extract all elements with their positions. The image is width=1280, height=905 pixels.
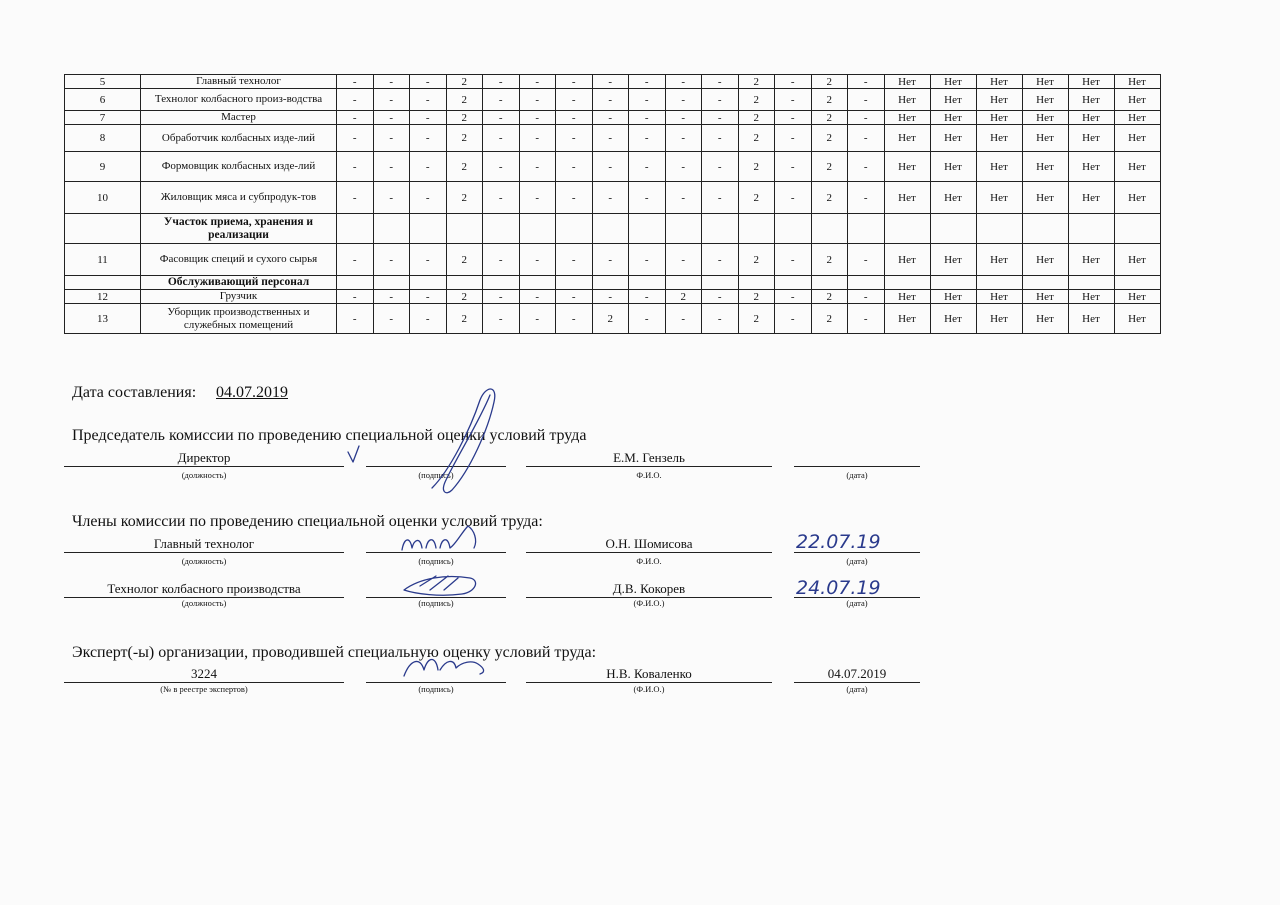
class-cell: -	[410, 290, 447, 304]
class-cell: -	[629, 290, 666, 304]
job-title: Обработчик колбасных изде-лий	[141, 125, 337, 152]
class-cell: -	[556, 89, 593, 111]
expert-name: Н.В. Коваленко	[606, 666, 692, 681]
expert-caption-registry: (№ в реестре экспертов)	[160, 684, 248, 694]
guarantee-cell: Нет	[1022, 89, 1068, 111]
class-cell: -	[556, 111, 593, 125]
class-cell: -	[556, 125, 593, 152]
class-cell: 2	[738, 111, 775, 125]
guarantee-cell: Нет	[1114, 290, 1160, 304]
guarantee-cell: Нет	[1068, 244, 1114, 276]
class-cell: -	[519, 111, 556, 125]
class-cell: 2	[738, 75, 775, 89]
class-cell: -	[373, 182, 410, 214]
guarantee-cell: Нет	[884, 182, 930, 214]
class-cell: 2	[738, 304, 775, 334]
member2-caption-name: (Ф.И.О.)	[633, 598, 665, 608]
class-cell: 2	[811, 290, 848, 304]
class-cell: 2	[446, 290, 483, 304]
job-title: Уборщик производственных и служебных помещений	[141, 304, 337, 334]
chairman-position: Директор	[177, 450, 231, 465]
guarantee-cell: Нет	[1068, 152, 1114, 182]
class-cell: 2	[665, 290, 702, 304]
row-number: 11	[65, 244, 141, 276]
row-number: 10	[65, 182, 141, 214]
guarantee-cell: Нет	[1114, 111, 1160, 125]
class-cell: -	[848, 125, 885, 152]
class-cell: 2	[446, 111, 483, 125]
class-cell: -	[373, 290, 410, 304]
guarantee-cell: Нет	[930, 182, 976, 214]
job-title: Главный технолог	[141, 75, 337, 89]
class-cell: -	[337, 152, 374, 182]
section-title: Обслуживающий персонал	[141, 276, 337, 290]
row-number: 13	[65, 304, 141, 334]
class-cell: -	[665, 182, 702, 214]
class-cell: -	[337, 182, 374, 214]
member1-caption-signature: (подпись)	[418, 556, 454, 566]
class-cell: -	[519, 89, 556, 111]
class-cell: -	[337, 75, 374, 89]
guarantee-cell: Нет	[930, 125, 976, 152]
member2-caption-signature: (подпись)	[418, 598, 454, 608]
guarantee-cell: Нет	[1022, 244, 1068, 276]
guarantee-cell: Нет	[1068, 304, 1114, 334]
members-heading: Члены комиссии по проведению специальной оценки условий труда:	[72, 513, 543, 530]
class-cell: -	[775, 75, 812, 89]
class-cell: -	[556, 244, 593, 276]
class-cell: 2	[811, 125, 848, 152]
class-cell: -	[665, 125, 702, 152]
class-cell: -	[519, 182, 556, 214]
class-cell: -	[592, 89, 629, 111]
guarantee-cell: Нет	[930, 89, 976, 111]
date-value: 04.07.2019	[216, 384, 288, 401]
guarantee-cell: Нет	[930, 244, 976, 276]
class-cell: -	[410, 152, 447, 182]
class-cell: -	[629, 75, 666, 89]
class-cell: -	[775, 182, 812, 214]
class-cell: -	[629, 152, 666, 182]
member2-name: Д.В. Кокорев	[612, 581, 686, 596]
class-cell: 2	[446, 244, 483, 276]
class-cell: -	[702, 75, 739, 89]
class-cell: 2	[811, 75, 848, 89]
guarantee-cell: Нет	[1114, 75, 1160, 89]
guarantee-cell: Нет	[1068, 125, 1114, 152]
class-cell: -	[592, 182, 629, 214]
class-cell: -	[775, 290, 812, 304]
guarantee-cell: Нет	[1114, 125, 1160, 152]
class-cell: 2	[738, 89, 775, 111]
class-cell: 2	[738, 152, 775, 182]
class-cell: -	[410, 304, 447, 334]
guarantee-cell: Нет	[976, 290, 1022, 304]
guarantee-cell: Нет	[1068, 111, 1114, 125]
class-cell: -	[702, 290, 739, 304]
chairman-caption-position: (должность)	[181, 470, 227, 480]
class-cell: 2	[811, 89, 848, 111]
chairman-caption-date: (дата)	[846, 470, 868, 480]
member2-position: Технолог колбасного производства	[107, 581, 301, 596]
class-cell: -	[373, 152, 410, 182]
class-cell: -	[337, 111, 374, 125]
class-cell: -	[775, 152, 812, 182]
expert-heading: Эксперт(-ы) организации, проводившей специальную оценку условий труда:	[72, 644, 597, 661]
class-cell: 2	[446, 152, 483, 182]
guarantee-cell: Нет	[1022, 75, 1068, 89]
class-cell: -	[848, 182, 885, 214]
class-cell: -	[848, 111, 885, 125]
class-cell: -	[629, 89, 666, 111]
class-cell: -	[519, 304, 556, 334]
expert-signature-icon	[404, 660, 484, 677]
class-cell: -	[373, 111, 410, 125]
guarantee-cell: Нет	[1068, 89, 1114, 111]
class-cell: -	[702, 304, 739, 334]
job-title: Фасовщик специй и сухого сырья	[141, 244, 337, 276]
guarantee-cell: Нет	[884, 111, 930, 125]
class-cell: -	[665, 304, 702, 334]
class-cell: -	[373, 244, 410, 276]
expert-caption-name: (Ф.И.О.)	[633, 684, 665, 694]
member1-caption-name: Ф.И.О.	[636, 556, 662, 566]
guarantee-cell: Нет	[976, 89, 1022, 111]
class-cell: -	[592, 244, 629, 276]
guarantee-cell: Нет	[1114, 182, 1160, 214]
class-cell: 2	[738, 244, 775, 276]
job-title: Технолог колбасного произ-водства	[141, 89, 337, 111]
class-cell: -	[519, 244, 556, 276]
guarantee-cell: Нет	[1068, 182, 1114, 214]
member1-position: Главный технолог	[153, 536, 255, 551]
member2-caption-position: (должность)	[181, 598, 227, 608]
guarantee-cell: Нет	[884, 152, 930, 182]
guarantee-cell: Нет	[930, 75, 976, 89]
guarantee-cell: Нет	[1068, 290, 1114, 304]
member1-date-handwritten: 22.07.19	[796, 531, 881, 553]
class-cell: -	[337, 125, 374, 152]
chairman-name: Е.М. Гензель	[613, 450, 685, 465]
class-cell: -	[483, 290, 520, 304]
class-cell: 2	[811, 111, 848, 125]
guarantee-cell: Нет	[976, 182, 1022, 214]
class-cell: -	[665, 75, 702, 89]
row-number: 12	[65, 290, 141, 304]
class-cell: -	[337, 89, 374, 111]
class-cell: -	[592, 152, 629, 182]
member1-name: О.Н. Шомисова	[605, 536, 693, 551]
class-cell: -	[483, 182, 520, 214]
guarantee-cell: Нет	[1114, 304, 1160, 334]
guarantee-cell: Нет	[1022, 152, 1068, 182]
class-cell: 2	[592, 304, 629, 334]
chairman-heading: Председатель комиссии по проведению специальной оценки условий труда	[72, 427, 587, 444]
class-cell: -	[702, 111, 739, 125]
class-cell: -	[373, 89, 410, 111]
member1-caption-position: (должность)	[181, 556, 227, 566]
guarantee-cell: Нет	[1068, 75, 1114, 89]
class-cell: -	[848, 244, 885, 276]
class-cell: -	[592, 75, 629, 89]
class-cell: -	[373, 304, 410, 334]
row-number: 9	[65, 152, 141, 182]
row-number: 7	[65, 111, 141, 125]
class-cell: -	[775, 111, 812, 125]
class-cell: -	[556, 182, 593, 214]
class-cell: -	[373, 125, 410, 152]
date-label: Дата составления:	[72, 384, 197, 401]
row-number: 6	[65, 89, 141, 111]
guarantee-cell: Нет	[1022, 290, 1068, 304]
class-cell: -	[702, 182, 739, 214]
expert-caption-date: (дата)	[846, 684, 868, 694]
class-cell: -	[483, 304, 520, 334]
checkmark-icon	[348, 446, 359, 462]
class-cell: -	[483, 89, 520, 111]
class-cell: -	[775, 89, 812, 111]
class-cell: -	[629, 244, 666, 276]
section-title: Участок приема, хранения и реализации	[141, 214, 337, 244]
job-title: Формовщик колбасных изде-лий	[141, 152, 337, 182]
class-cell: 2	[738, 125, 775, 152]
class-cell: 2	[811, 304, 848, 334]
guarantee-cell: Нет	[1022, 304, 1068, 334]
class-cell: -	[848, 89, 885, 111]
class-cell: -	[556, 290, 593, 304]
class-cell: -	[848, 75, 885, 89]
class-cell: -	[848, 290, 885, 304]
guarantee-cell: Нет	[976, 111, 1022, 125]
guarantee-cell: Нет	[930, 290, 976, 304]
guarantee-cell: Нет	[884, 125, 930, 152]
class-cell: -	[519, 125, 556, 152]
member1-caption-date: (дата)	[846, 556, 868, 566]
class-cell: -	[483, 244, 520, 276]
class-cell: -	[592, 125, 629, 152]
class-cell: -	[665, 111, 702, 125]
expert-date: 04.07.2019	[827, 666, 887, 681]
class-cell: -	[337, 304, 374, 334]
guarantee-cell: Нет	[930, 111, 976, 125]
class-cell: 2	[738, 290, 775, 304]
class-cell: -	[556, 304, 593, 334]
member1-signature-icon	[402, 526, 476, 550]
guarantee-cell: Нет	[1114, 244, 1160, 276]
class-cell: 2	[811, 152, 848, 182]
class-cell: -	[410, 182, 447, 214]
class-cell: 2	[446, 182, 483, 214]
class-cell: -	[775, 125, 812, 152]
class-cell: -	[337, 290, 374, 304]
class-cell: 2	[446, 75, 483, 89]
chairman-caption-name: Ф.И.О.	[636, 470, 662, 480]
class-cell: 2	[811, 244, 848, 276]
class-cell: -	[775, 304, 812, 334]
row-number: 8	[65, 125, 141, 152]
class-cell: -	[373, 75, 410, 89]
member2-caption-date: (дата)	[846, 598, 868, 608]
class-cell: -	[556, 152, 593, 182]
class-cell: -	[592, 290, 629, 304]
class-cell: -	[848, 152, 885, 182]
class-cell: -	[483, 125, 520, 152]
class-cell: -	[556, 75, 593, 89]
class-cell: 2	[738, 182, 775, 214]
chairman-signature-icon	[432, 389, 495, 493]
class-cell: 2	[446, 125, 483, 152]
class-cell: -	[702, 125, 739, 152]
guarantee-cell: Нет	[884, 290, 930, 304]
guarantee-cell: Нет	[976, 152, 1022, 182]
job-title: Грузчик	[141, 290, 337, 304]
class-cell: -	[337, 244, 374, 276]
guarantee-cell: Нет	[884, 244, 930, 276]
class-cell: -	[410, 75, 447, 89]
expert-caption-signature: (подпись)	[418, 684, 454, 694]
class-cell: -	[629, 125, 666, 152]
class-cell: -	[665, 244, 702, 276]
expert-registry-number: 3224	[191, 666, 217, 681]
row-number: 5	[65, 75, 141, 89]
class-cell: -	[519, 152, 556, 182]
class-cell: -	[483, 75, 520, 89]
guarantee-cell: Нет	[884, 75, 930, 89]
chairman-caption-signature: (подпись)	[418, 470, 454, 480]
class-cell: -	[410, 89, 447, 111]
guarantee-cell: Нет	[884, 304, 930, 334]
guarantee-cell: Нет	[1114, 89, 1160, 111]
class-cell: -	[410, 244, 447, 276]
guarantee-cell: Нет	[884, 89, 930, 111]
class-cell: 2	[811, 182, 848, 214]
class-cell: -	[410, 111, 447, 125]
class-cell: -	[483, 111, 520, 125]
class-cell: -	[629, 111, 666, 125]
class-cell: -	[665, 152, 702, 182]
guarantee-cell: Нет	[1114, 152, 1160, 182]
guarantee-cell: Нет	[976, 125, 1022, 152]
member2-date-handwritten: 24.07.19	[796, 577, 881, 599]
guarantee-cell: Нет	[976, 304, 1022, 334]
class-cell: 2	[446, 304, 483, 334]
class-cell: -	[848, 304, 885, 334]
guarantee-cell: Нет	[1022, 182, 1068, 214]
class-cell: -	[519, 75, 556, 89]
guarantee-cell: Нет	[930, 152, 976, 182]
member2-signature-icon	[404, 576, 476, 595]
job-title: Мастер	[141, 111, 337, 125]
class-cell: -	[629, 304, 666, 334]
class-cell: -	[702, 244, 739, 276]
class-cell: -	[629, 182, 666, 214]
guarantee-cell: Нет	[976, 75, 1022, 89]
guarantee-cell: Нет	[1022, 125, 1068, 152]
class-cell: -	[410, 125, 447, 152]
class-cell: -	[483, 152, 520, 182]
class-cell: -	[702, 152, 739, 182]
guarantee-cell: Нет	[976, 244, 1022, 276]
class-cell: 2	[446, 89, 483, 111]
class-cell: -	[592, 111, 629, 125]
class-cell: -	[702, 89, 739, 111]
class-cell: -	[519, 290, 556, 304]
class-cell: -	[665, 89, 702, 111]
job-title: Жиловщик мяса и субпродук-тов	[141, 182, 337, 214]
class-cell: -	[775, 244, 812, 276]
guarantee-cell: Нет	[1022, 111, 1068, 125]
guarantee-cell: Нет	[930, 304, 976, 334]
